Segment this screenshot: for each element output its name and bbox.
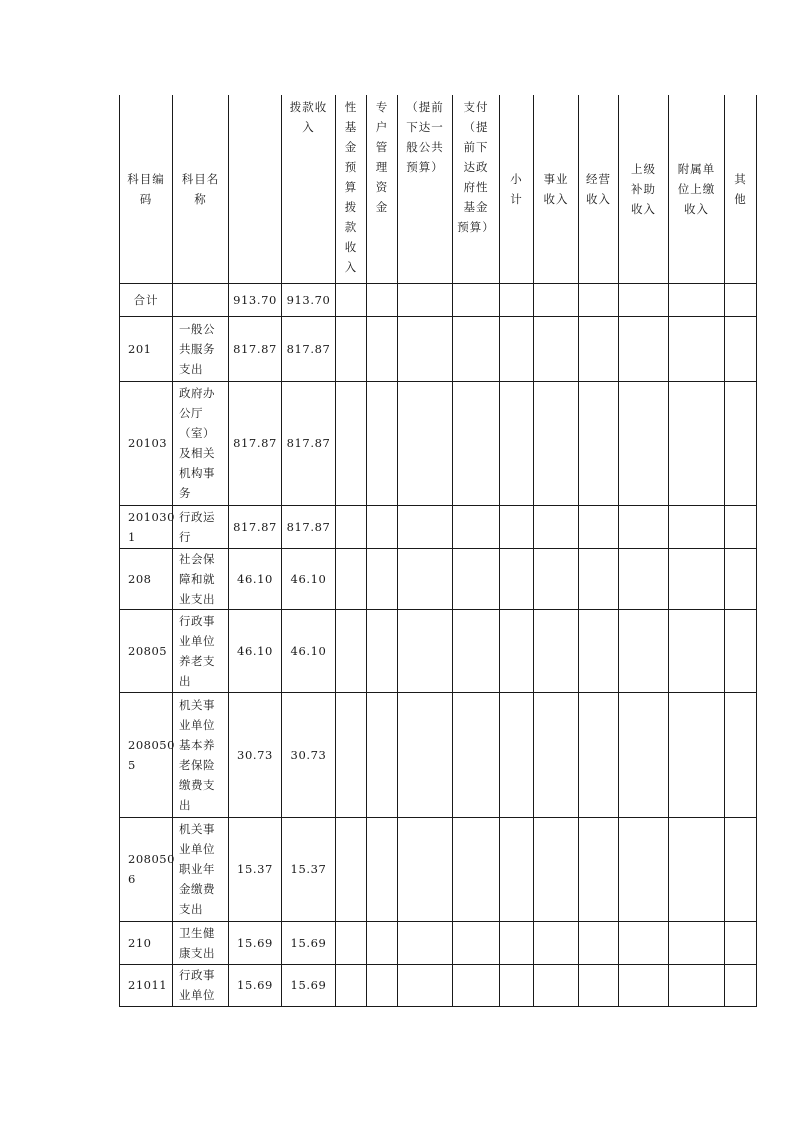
empty-cell <box>579 609 619 692</box>
empty-cell <box>500 381 534 505</box>
row-code: 201030 1 <box>120 505 173 548</box>
empty-cell <box>500 316 534 381</box>
empty-cell <box>500 548 534 609</box>
empty-cell <box>619 316 669 381</box>
row-code: 208050 5 <box>120 692 173 817</box>
empty-cell <box>725 964 757 1006</box>
empty-cell <box>579 921 619 964</box>
empty-cell <box>398 505 453 548</box>
row-total: 913.70 <box>229 283 282 316</box>
row-name: 机关事 业单位 职业年 金缴费 支出 <box>173 817 229 921</box>
empty-cell <box>367 316 398 381</box>
empty-cell <box>500 817 534 921</box>
row-total: 817.87 <box>229 316 282 381</box>
row-allocation: 30.73 <box>282 692 336 817</box>
empty-cell <box>453 921 500 964</box>
row-total: 817.87 <box>229 381 282 505</box>
header-special-fund: 专 户 管 理 资 金 <box>367 95 398 283</box>
row-allocation: 817.87 <box>282 505 336 548</box>
empty-cell <box>453 609 500 692</box>
empty-cell <box>669 921 725 964</box>
empty-cell <box>579 505 619 548</box>
empty-cell <box>534 964 579 1006</box>
header-advance-fund: 支付 （提 前下 达政 府性 基金 预算） <box>453 95 500 283</box>
empty-cell <box>579 381 619 505</box>
header-name: 科目名 称 <box>173 95 229 283</box>
empty-cell <box>725 548 757 609</box>
row-allocation: 817.87 <box>282 316 336 381</box>
header-affiliated-income: 附属单 位上缴 收入 <box>669 95 725 283</box>
row-allocation: 46.10 <box>282 548 336 609</box>
empty-cell <box>669 817 725 921</box>
row-name: 卫生健 康支出 <box>173 921 229 964</box>
row-code: 21011 <box>120 964 173 1006</box>
empty-cell <box>619 548 669 609</box>
empty-cell <box>669 505 725 548</box>
empty-cell <box>534 609 579 692</box>
table-row <box>120 817 757 921</box>
header-code: 科目编 码 <box>120 95 173 283</box>
empty-cell <box>619 283 669 316</box>
empty-cell <box>725 283 757 316</box>
budget-table <box>119 95 757 1007</box>
empty-cell <box>669 964 725 1006</box>
row-allocation: 817.87 <box>282 381 336 505</box>
row-name: 行政事 业单位 养老支 出 <box>173 609 229 692</box>
empty-cell <box>500 692 534 817</box>
empty-cell <box>398 921 453 964</box>
empty-cell <box>534 283 579 316</box>
row-name: 机关事 业单位 基本养 老保险 缴费支 出 <box>173 692 229 817</box>
empty-cell <box>453 692 500 817</box>
header-other: 其 他 <box>725 95 757 283</box>
header-advance-general: （提前 下达一 般公共 预算） <box>398 95 453 283</box>
header-row <box>120 95 757 283</box>
row-allocation: 15.69 <box>282 921 336 964</box>
empty-cell <box>619 692 669 817</box>
empty-cell <box>336 548 367 609</box>
empty-cell <box>725 921 757 964</box>
table-row <box>120 548 757 609</box>
empty-cell <box>579 548 619 609</box>
row-allocation: 913.70 <box>282 283 336 316</box>
empty-cell <box>336 609 367 692</box>
row-code: 20805 <box>120 609 173 692</box>
row-name: 行政事 业单位 <box>173 964 229 1006</box>
empty-cell <box>619 921 669 964</box>
empty-cell <box>669 316 725 381</box>
empty-cell <box>336 316 367 381</box>
empty-cell <box>500 921 534 964</box>
empty-cell <box>453 316 500 381</box>
header-business-income: 事业 收入 <box>534 95 579 283</box>
empty-cell <box>669 381 725 505</box>
row-name: 行政运 行 <box>173 505 229 548</box>
row-total: 15.37 <box>229 817 282 921</box>
empty-cell <box>669 548 725 609</box>
empty-cell <box>579 316 619 381</box>
empty-cell <box>534 381 579 505</box>
row-code: 210 <box>120 921 173 964</box>
empty-cell <box>453 381 500 505</box>
table-row <box>120 283 757 316</box>
row-name: 政府办 公厅 （室） 及相关 机构事 务 <box>173 381 229 505</box>
empty-cell <box>367 548 398 609</box>
empty-cell <box>725 609 757 692</box>
empty-cell <box>579 817 619 921</box>
header-total <box>229 95 282 283</box>
empty-cell <box>367 505 398 548</box>
header-subtotal: 小 计 <box>500 95 534 283</box>
header-operating-income: 经营 收入 <box>579 95 619 283</box>
empty-cell <box>398 316 453 381</box>
row-name <box>173 283 229 316</box>
row-code: 20103 <box>120 381 173 505</box>
empty-cell <box>336 817 367 921</box>
empty-cell <box>367 921 398 964</box>
empty-cell <box>619 609 669 692</box>
row-code: 合计 <box>120 283 173 316</box>
header-fund-budget: 性 基 金 预 算 拨 款 收 入 <box>336 95 367 283</box>
empty-cell <box>453 548 500 609</box>
empty-cell <box>453 283 500 316</box>
empty-cell <box>619 381 669 505</box>
row-code: 201 <box>120 316 173 381</box>
empty-cell <box>579 692 619 817</box>
empty-cell <box>534 505 579 548</box>
row-total: 46.10 <box>229 609 282 692</box>
empty-cell <box>336 381 367 505</box>
empty-cell <box>534 921 579 964</box>
empty-cell <box>725 692 757 817</box>
empty-cell <box>534 817 579 921</box>
empty-cell <box>367 381 398 505</box>
header-superior-subsidy: 上级 补助 收入 <box>619 95 669 283</box>
empty-cell <box>579 964 619 1006</box>
empty-cell <box>336 921 367 964</box>
empty-cell <box>336 692 367 817</box>
empty-cell <box>398 817 453 921</box>
header-allocation: 拨款收 入 <box>282 95 336 283</box>
row-total: 817.87 <box>229 505 282 548</box>
table-row <box>120 964 757 1006</box>
table-row <box>120 316 757 381</box>
row-total: 30.73 <box>229 692 282 817</box>
empty-cell <box>398 283 453 316</box>
empty-cell <box>725 817 757 921</box>
empty-cell <box>398 964 453 1006</box>
empty-cell <box>500 283 534 316</box>
empty-cell <box>453 505 500 548</box>
table-row <box>120 921 757 964</box>
empty-cell <box>453 964 500 1006</box>
empty-cell <box>367 283 398 316</box>
row-name: 社会保 障和就 业支出 <box>173 548 229 609</box>
empty-cell <box>336 505 367 548</box>
empty-cell <box>579 283 619 316</box>
empty-cell <box>336 964 367 1006</box>
table-row <box>120 692 757 817</box>
empty-cell <box>725 505 757 548</box>
empty-cell <box>534 548 579 609</box>
empty-cell <box>619 505 669 548</box>
empty-cell <box>619 964 669 1006</box>
row-total: 15.69 <box>229 964 282 1006</box>
empty-cell <box>367 609 398 692</box>
row-code: 208 <box>120 548 173 609</box>
empty-cell <box>725 316 757 381</box>
empty-cell <box>336 283 367 316</box>
empty-cell <box>534 316 579 381</box>
empty-cell <box>619 817 669 921</box>
row-allocation: 15.37 <box>282 817 336 921</box>
empty-cell <box>398 609 453 692</box>
row-name: 一般公 共服务 支出 <box>173 316 229 381</box>
empty-cell <box>669 609 725 692</box>
empty-cell <box>500 609 534 692</box>
empty-cell <box>367 964 398 1006</box>
empty-cell <box>669 692 725 817</box>
empty-cell <box>367 692 398 817</box>
empty-cell <box>453 817 500 921</box>
row-allocation: 46.10 <box>282 609 336 692</box>
empty-cell <box>398 548 453 609</box>
empty-cell <box>725 381 757 505</box>
empty-cell <box>534 692 579 817</box>
empty-cell <box>398 692 453 817</box>
table-row <box>120 505 757 548</box>
table-row <box>120 609 757 692</box>
row-total: 46.10 <box>229 548 282 609</box>
row-total: 15.69 <box>229 921 282 964</box>
empty-cell <box>500 964 534 1006</box>
empty-cell <box>367 817 398 921</box>
row-allocation: 15.69 <box>282 964 336 1006</box>
row-code: 208050 6 <box>120 817 173 921</box>
empty-cell <box>669 283 725 316</box>
table-row <box>120 381 757 505</box>
empty-cell <box>500 505 534 548</box>
empty-cell <box>398 381 453 505</box>
